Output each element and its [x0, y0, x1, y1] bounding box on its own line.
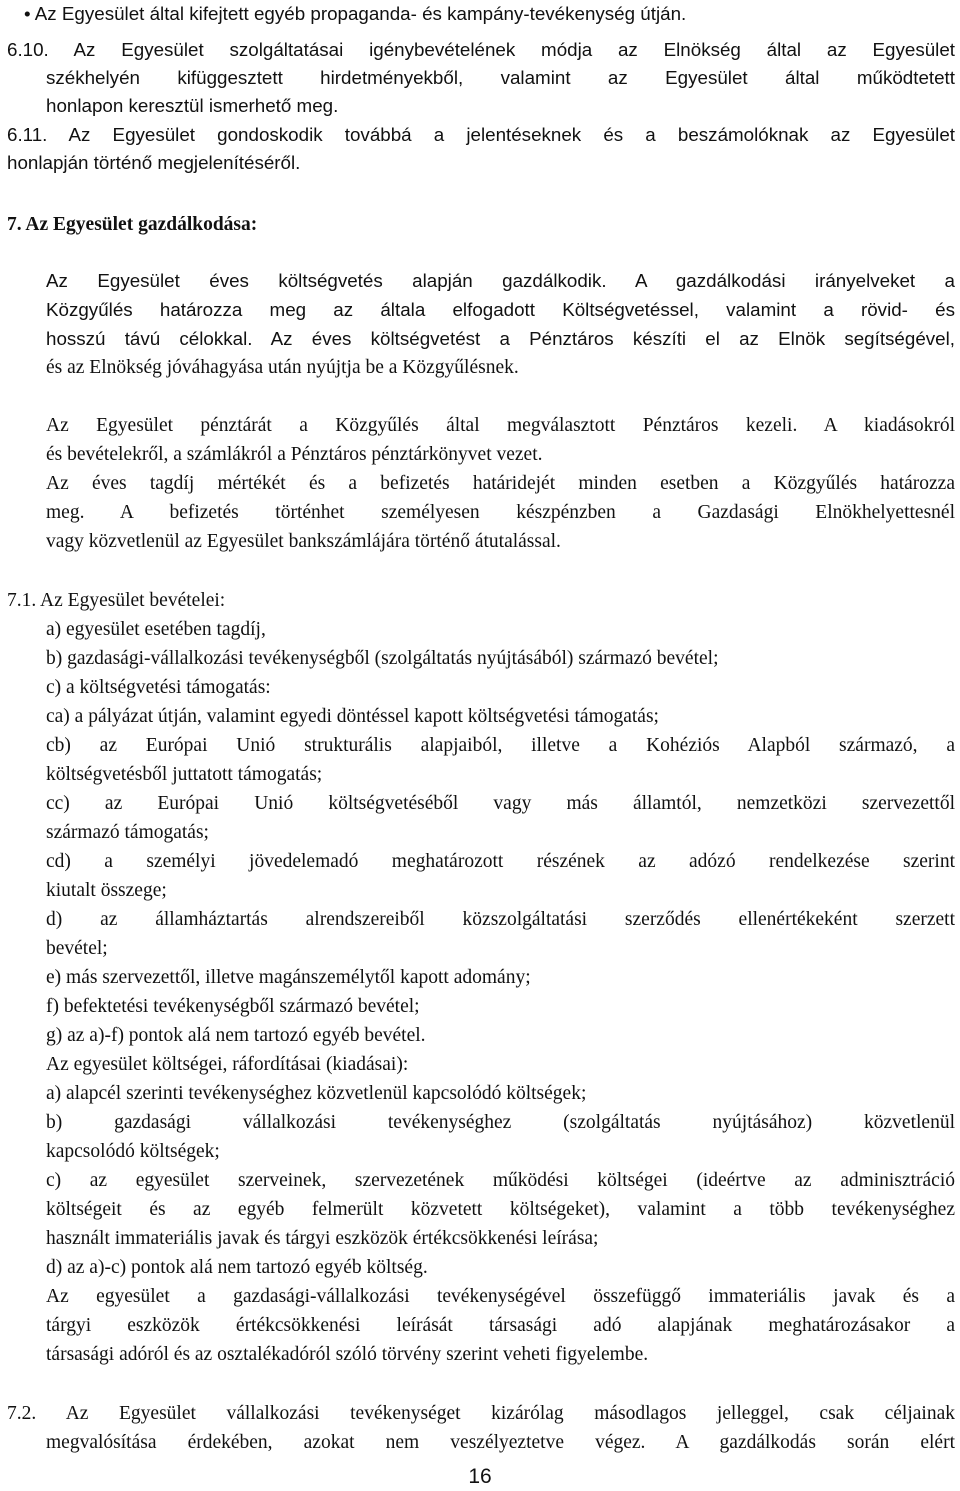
text-line: Az egyesület költségei, ráfordításai (kiadásai):	[46, 1054, 409, 1075]
text-line: c) az egyesület szerveinek, szervezetének működési költségei (ideértve az adminisztráció	[46, 1170, 955, 1191]
text-line: vagy közvetlenül az Egyesület bankszámlájára történő átutalással.	[46, 531, 561, 552]
text-line: b) gazdasági-vállalkozási tevékenységből (szolgáltatás nyújtásából) származó bevétel;	[46, 648, 719, 669]
text-line: cd) a személyi jövedelemadó meghatározott részének az adózó rendelkezése szerint	[46, 851, 955, 872]
text-line: és bevételekről, a számlákról a Pénztáros pénztárkönyvet vezet.	[46, 444, 543, 465]
text-line: székhelyén kifüggesztett hirdetményekből, valamint az Egyesület által működtetett	[46, 67, 955, 88]
text-line: a) alapcél szerinti tevékenységhez közvetlenül kapcsolódó költségek;	[46, 1083, 587, 1104]
text-line: c) a költségvetési támogatás:	[46, 677, 271, 698]
text-line: Az Egyesület éves költségvetés alapján gazdálkodik. A gazdálkodási irányelveket a	[46, 270, 955, 291]
text-line: 6.10. Az Egyesület szolgáltatásai igénybevételének módja az Elnökség által az Egyesület	[7, 39, 955, 60]
text-line: b) gazdasági vállalkozási tevékenységhez (szolgáltatás nyújtásához) közvetlenül	[46, 1112, 955, 1133]
text-line: használt immateriális javak és tárgyi eszközök értékcsökkenési leírása;	[46, 1228, 599, 1249]
text-line: társasági adóról és az osztalékadóról szóló törvény szerint veheti figyelembe.	[46, 1344, 649, 1365]
text-line: 7.2. Az Egyesület vállalkozási tevékenységet kizárólag másodlagos jelleggel, csak céljainak	[7, 1403, 955, 1424]
text-line: Az egyesület a gazdasági-vállalkozási tevékenységével összefüggő immateriális javak és a	[46, 1286, 955, 1307]
text-line: f) befektetési tevékenységből származó bevétel;	[46, 996, 420, 1017]
text-line: 6.11. Az Egyesület gondoskodik továbbá a jelentéseknek és a beszámolóknak az Egyesület	[7, 124, 955, 145]
section-heading: 7. Az Egyesület gazdálkodása:	[7, 214, 258, 235]
text-line: származó támogatás;	[46, 822, 209, 843]
text-line: kapcsolódó költségek;	[46, 1141, 220, 1162]
text-line: a) egyesület esetében tagdíj,	[46, 619, 266, 640]
text-line: ca) a pályázat útján, valamint egyedi döntéssel kapott költségvetési támogatás;	[46, 706, 659, 727]
text-line: Közgyűlés határozza meg az általa elfogadott Költségvetéssel, valamint a rövid- és	[46, 299, 955, 320]
text-line: kiutalt összege;	[46, 880, 167, 901]
text-line: • Az Egyesület által kifejtett egyéb propaganda- és kampány-tevékenység útján.	[24, 3, 687, 24]
text-line: hosszú távú célokkal. Az éves költségvetést a Pénztáros készíti el az Elnök segítségével,	[46, 328, 955, 349]
text-line: d) az a)-c) pontok alá nem tartozó egyéb költség.	[46, 1257, 428, 1278]
page-number: 16	[468, 1465, 492, 1488]
text-line: meg. A befizetés történhet személyesen készpénzben a Gazdasági Elnökhelyettesnél	[46, 502, 955, 523]
text-line: tárgyi eszközök értékcsökkenési leírását társasági adó alapjának meghatározásakor a	[46, 1315, 955, 1336]
text-line: Az Egyesület pénztárát a Közgyűlés által megválasztott Pénztáros kezeli. A kiadásokról	[46, 415, 955, 436]
text-line: cb) az Európai Unió strukturális alapjaiból, illetve a Kohéziós Alapból származó, a	[46, 735, 955, 756]
text-line: cc) az Európai Unió költségvetéséből vagy más államtól, nemzetközi szervezettől	[46, 793, 955, 814]
text-line: e) más szervezettől, illetve magánszemélytől kapott adomány;	[46, 967, 531, 988]
text-line: honlapján történő megjelenítéséről.	[7, 152, 301, 173]
text-line: 7.1. Az Egyesület bevételei:	[7, 590, 226, 611]
text-line: megvalósítása érdekében, azokat nem veszélyeztetve végez. A gazdálkodás során elért	[46, 1432, 955, 1453]
text-line: költségeit és az egyéb felmerült közvetett költségeket), valamint a több tevékenységhez	[46, 1199, 955, 1220]
text-line: költségvetésből juttatott támogatás;	[46, 764, 323, 785]
text-line: honlapon keresztül ismerhető meg.	[46, 95, 339, 116]
text-line: Az éves tagdíj mértékét és a befizetés határidejét minden esetben a Közgyűlés határozza	[46, 473, 955, 494]
text-line: g) az a)-f) pontok alá nem tartozó egyéb bevétel.	[46, 1025, 426, 1046]
text-line: és az Elnökség jóváhagyása után nyújtja be a Közgyűlésnek.	[46, 357, 519, 378]
text-line: d) az államháztartás alrendszereiből közszolgáltatási szerződés ellenértékeként szerzett	[46, 909, 955, 930]
text-line: bevétel;	[46, 938, 108, 959]
